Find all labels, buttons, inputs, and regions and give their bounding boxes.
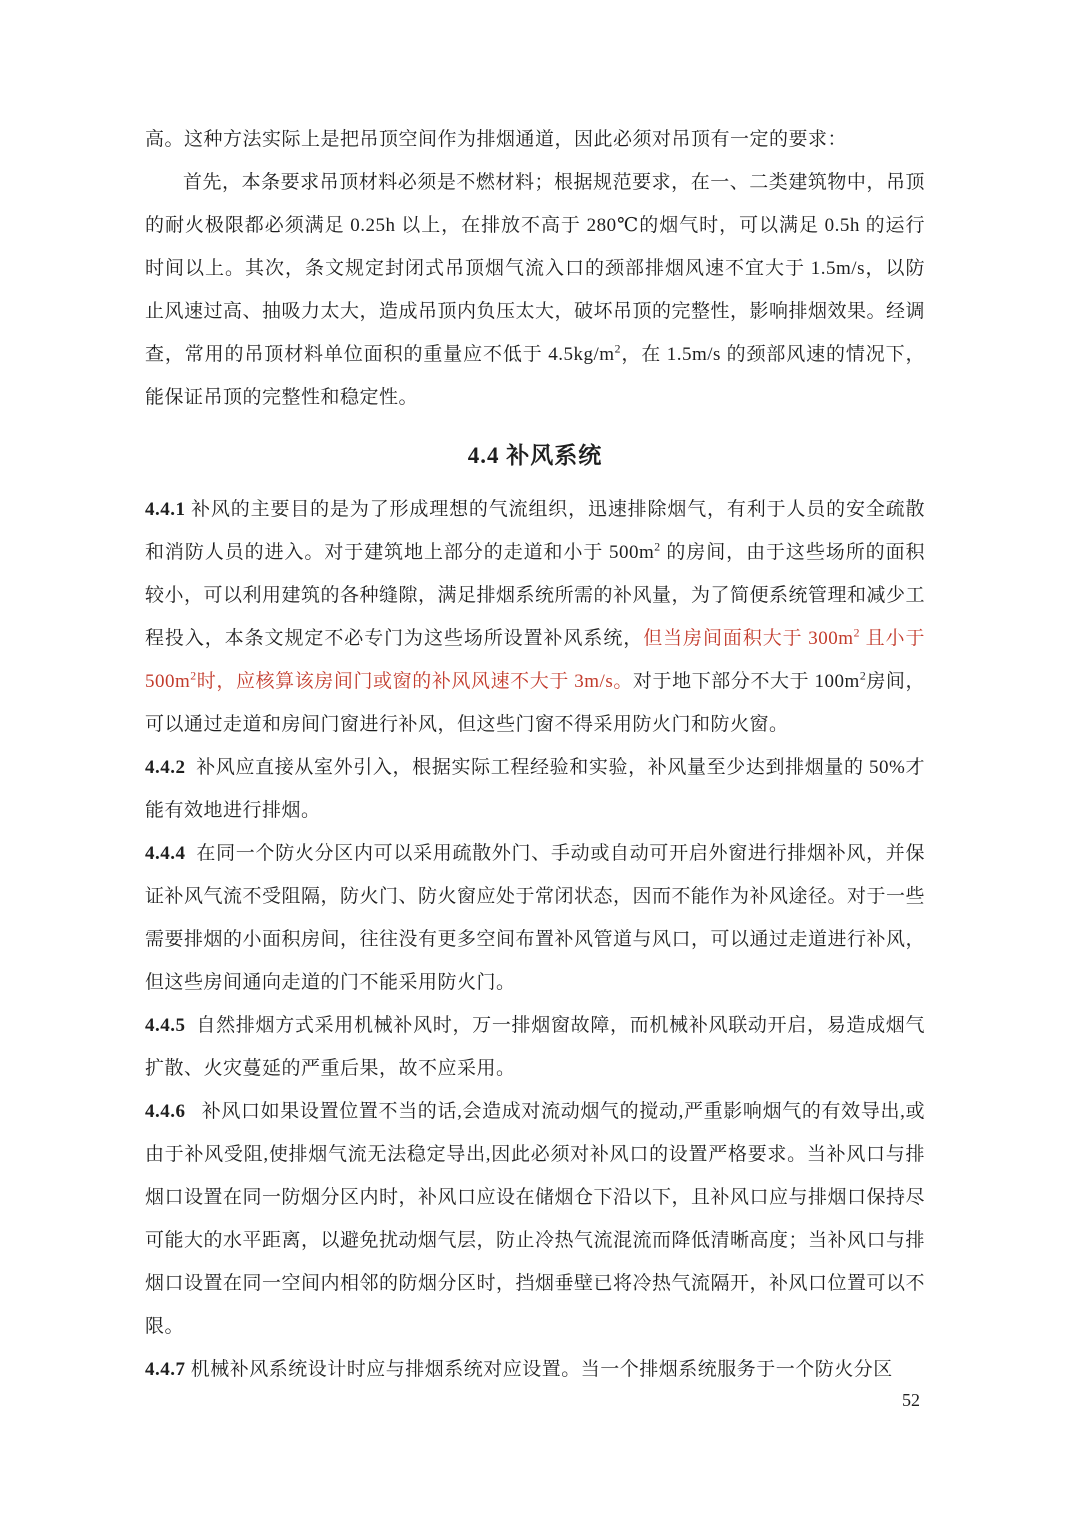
text-run: 机械补风系统设计时应与排烟系统对应设置。当一个排烟系统服务于一个防火分区	[190, 1359, 893, 1380]
red-text-run: 时，应核算该房间门或窗的补风风速不大于 3m/s。	[196, 671, 633, 692]
text-run: 2	[614, 342, 621, 356]
para-ceiling-materials	[145, 161, 925, 419]
clause-4-4-7	[145, 1348, 925, 1391]
red-text-run: 2	[853, 626, 860, 640]
text-run: ，在 1.5m/s 的颈部风速的情况下，能保证吊顶的完整性和稳定性。	[145, 344, 926, 408]
red-text-run: 2	[190, 669, 197, 683]
text-run: 自然排烟方式采用机械补风时，万一排烟窗故障，而机械补风联动开启，易造成烟气扩散、火灾蔓延的严重后果，故不应采用。	[145, 1015, 925, 1079]
intro-paragraphs	[145, 118, 925, 419]
clause-number: 4.4.6	[145, 1101, 202, 1122]
text-run: 补风的主要目的是为了形成理想的气流组织，迅速排除烟气，有利于人员的安全疏散和消防人员的进入。对于建筑地上部分的走道和小于 500m	[145, 499, 926, 563]
section-heading: 4.4 补风系统	[467, 443, 603, 468]
text-run: 高。这种方法实际上是把吊顶空间作为排烟通道，因此必须对吊顶有一定的要求：	[145, 129, 848, 150]
clause-number: 4.4.4	[145, 843, 197, 864]
text-run: 首先，本条要求吊顶材料必须是不燃材料；根据规范要求，在一、二类建筑物中，吊顶的耐火极限都必须满足 0.25h 以上，在排放不高于 280℃的烟气时，可以满足 0.5h 的运行时间以上。其次，条文规定封闭式吊顶烟气流入口的颈部排烟风速不宜大于 1.5m/s，以防止风速过高、抽吸力太大，造成吊顶内负压太大，破坏吊顶的完整性，影响排烟效果。经调查，常用的吊顶材料单位面积的重量应不低于 4.5kg/m	[145, 172, 926, 365]
para-ceiling-requirement	[145, 118, 925, 161]
clause-number: 4.4.1	[145, 499, 192, 520]
page-number: 52	[902, 1390, 920, 1410]
clause-4-4-2	[145, 746, 925, 832]
clause-number: 4.4.2	[145, 757, 197, 778]
clause-paragraphs	[145, 488, 925, 1391]
clause-number: 4.4.5	[145, 1015, 197, 1036]
text-run: 的房间，由于这些场所的面积较小，可以利用建筑的各种缝隙，满足排烟系统所需的补风量，为了简便系统管理和减少工程投入，本条文规定不必专门为这些场所设置补风系统，	[145, 542, 926, 649]
clause-4-4-1	[145, 488, 925, 746]
clause-4-4-5	[145, 1004, 925, 1090]
red-text-run: 且小于 500m	[145, 628, 925, 692]
text-run: 补风应直接从室外引入，根据实际工程经验和实验，补风量至少达到排烟量的 50%才能有效地进行排烟。	[145, 757, 925, 821]
text-run: 补风口如果设置位置不当的话,会造成对流动烟气的搅动,严重影响烟气的有效导出,或由于补风受阻,使排烟气流无法稳定导出,因此必须对补风口的设置严格要求。当补风口与排烟口设置在同一防烟分区内时，补风口应设在储烟仓下沿以下，且补风口应与排烟口保持尽可能大的水平距离，以避免扰动烟气层，防止冷热气流混流而降低清晰高度；当补风口与排烟口设置在同一空间内相邻的防烟分区时，挡烟垂壁已将冷热气流隔开，补风口位置可以不限。	[145, 1101, 926, 1337]
clause-number: 4.4.7	[145, 1359, 191, 1380]
clause-4-4-6	[145, 1090, 925, 1348]
text-run: 对于地下部分不大于 100m	[632, 671, 860, 692]
clause-4-4-4	[145, 832, 925, 1004]
document-page	[145, 118, 925, 1391]
red-text-run: 但当房间面积大于 300m	[643, 628, 854, 649]
text-run: 在同一个防火分区内可以采用疏散外门、手动或自动可开启外窗进行排烟补风，并保证补风气流不受阻隔，防火门、防火窗应处于常闭状态，因而不能作为补风途径。对于一些需要排烟的小面积房间，往往没有更多空间布置补风管道与风口，可以通过走道进行补风，但这些房间通向走道的门不能采用防火门。	[145, 843, 926, 993]
text-run: 2	[859, 669, 867, 683]
text-run: 2	[654, 540, 661, 554]
text-run: 房间，可以通过走道和房间门窗进行补风，但这些门窗不得采用防火门和防火窗。	[145, 671, 926, 735]
